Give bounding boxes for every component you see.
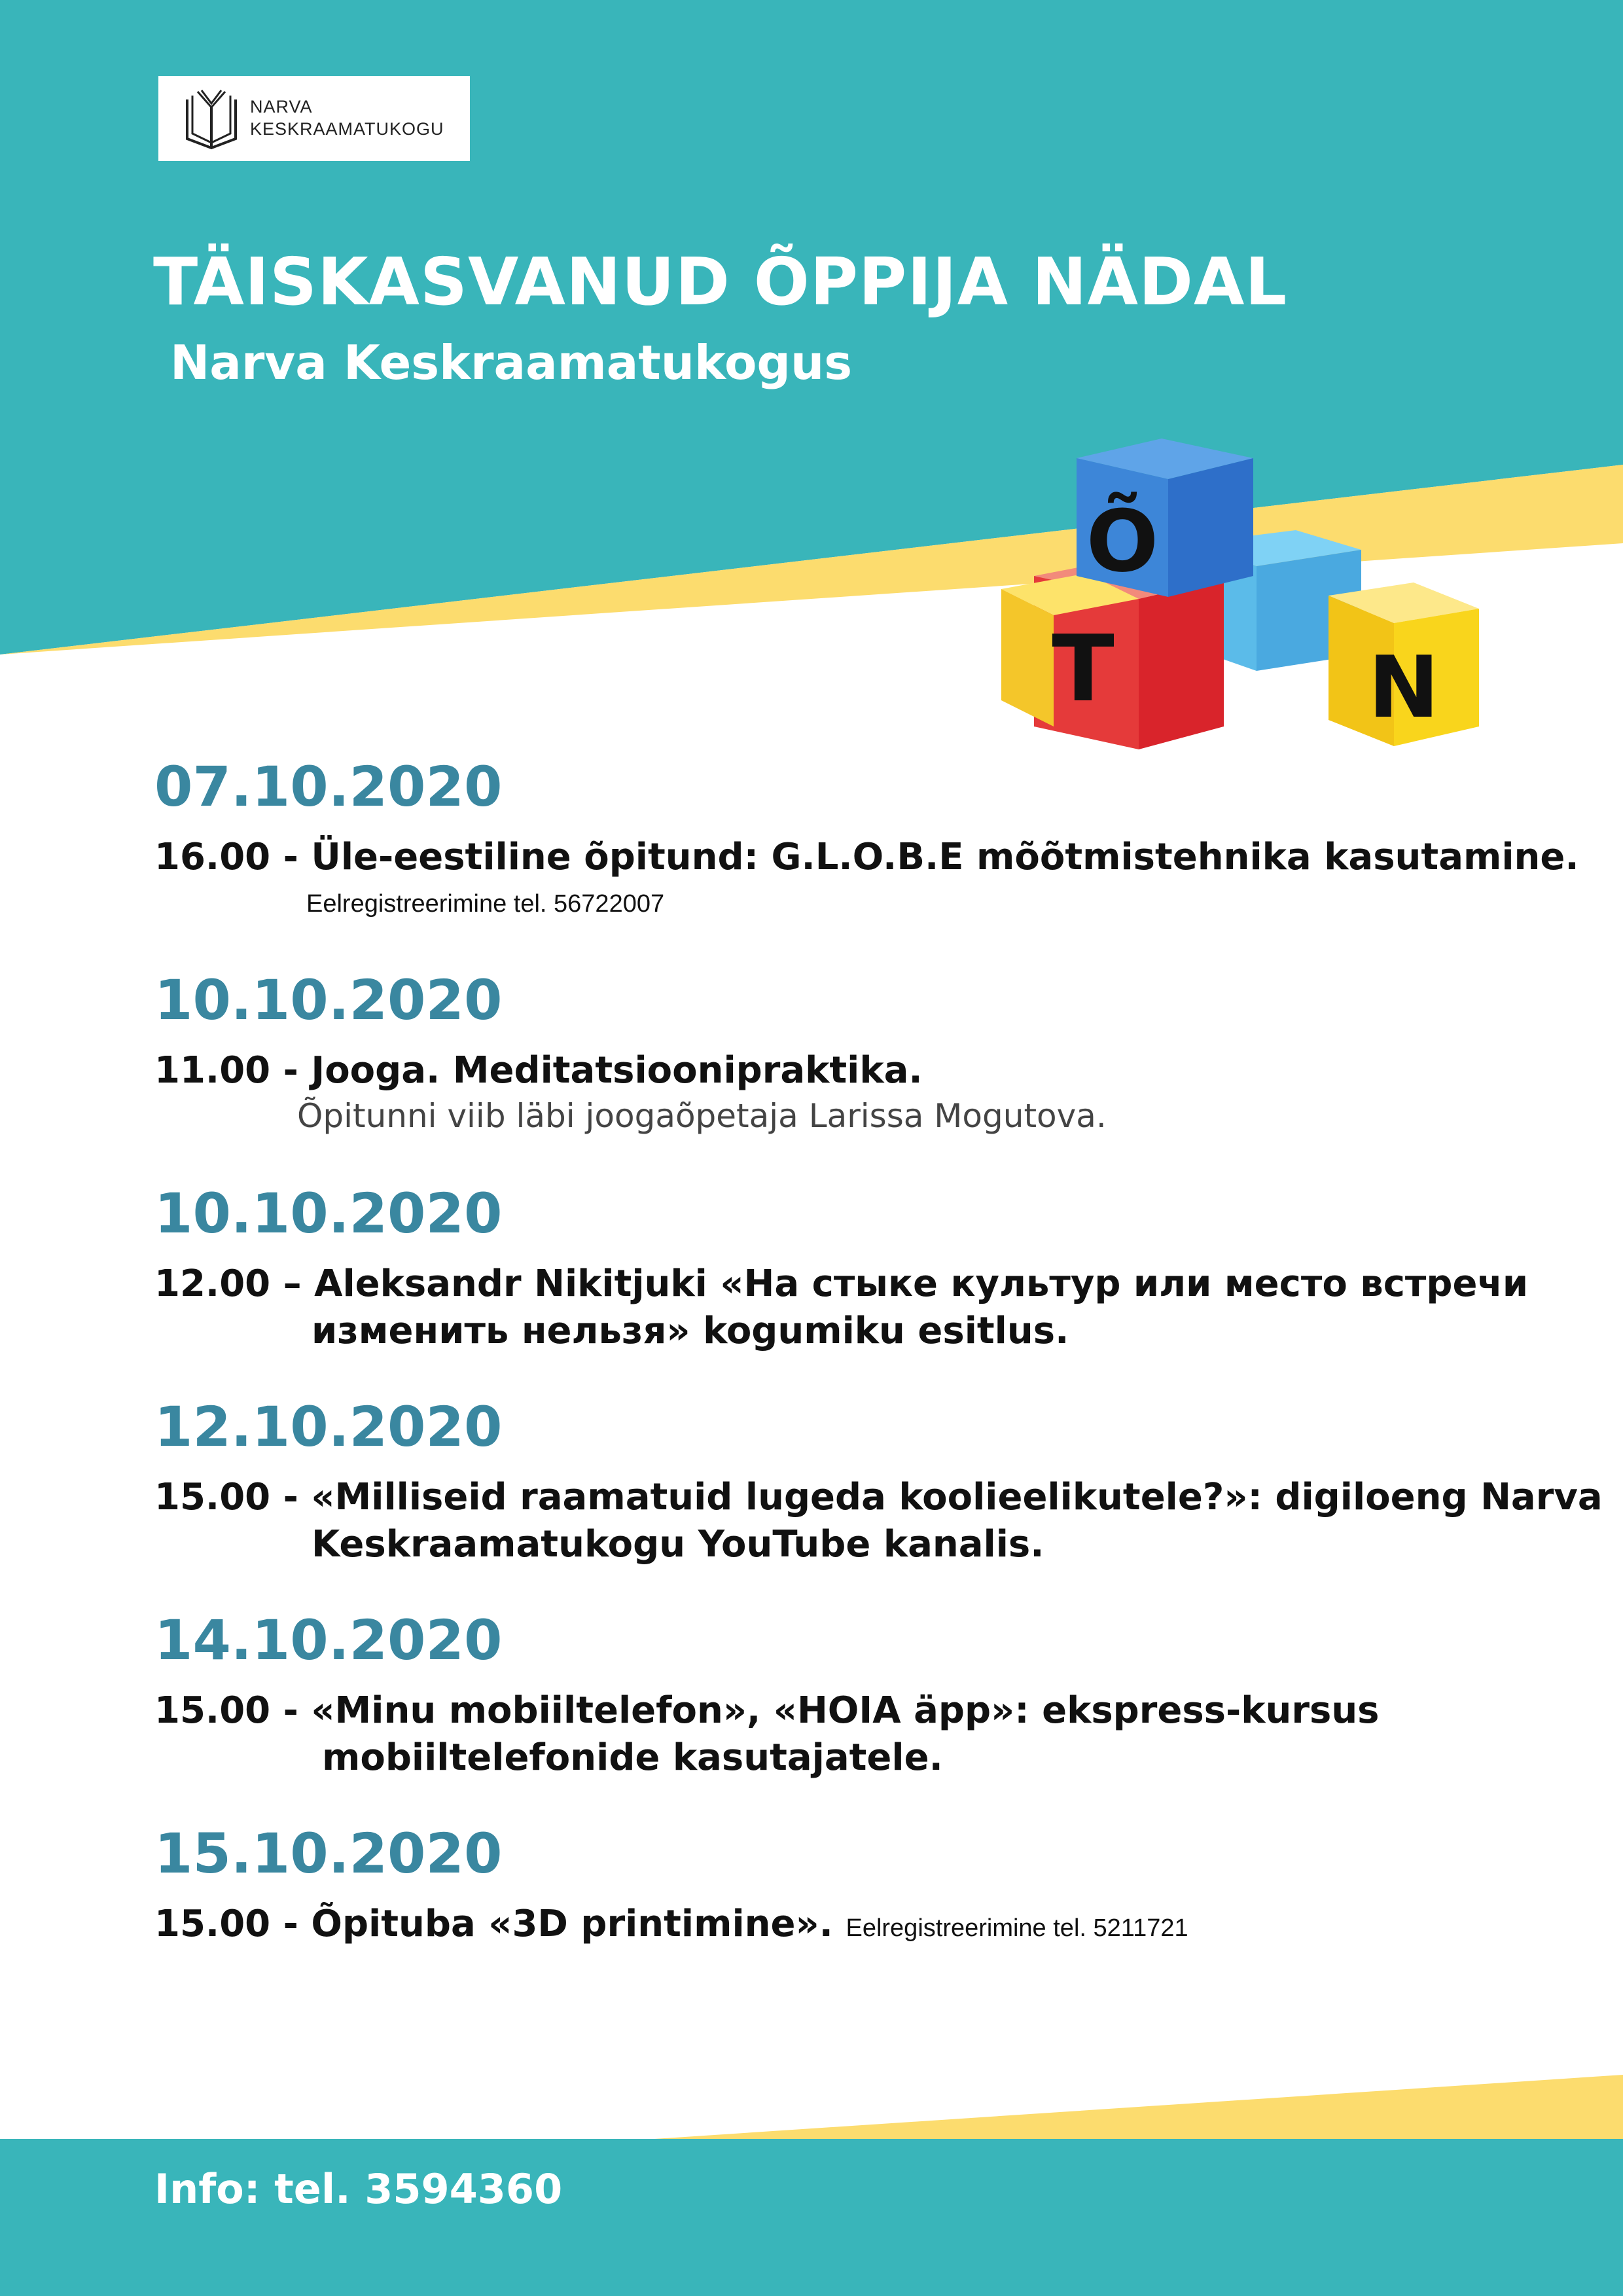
- logo-text: [250, 96, 444, 140]
- event-date: 12.10.2020: [154, 1395, 503, 1459]
- event-title: 11.00 - Jooga. Meditatsioonipraktika.: [154, 1049, 923, 1092]
- letter-cubes-illustration: [982, 419, 1492, 759]
- event-title-continued: Keskraamatukogu YouTube kanalis.: [312, 1523, 1044, 1566]
- event-1: [154, 754, 1579, 918]
- event-3: [154, 1181, 1555, 1355]
- cube-letter-t: T: [1052, 616, 1115, 723]
- page-title: TÄISKASVANUD ÕPPIJA NÄDAL: [153, 243, 1288, 320]
- logo-line-2: KESKRAAMATUKOGU: [250, 119, 444, 139]
- page-subtitle: Narva Keskraamatukogus: [170, 335, 853, 390]
- event-registration-note: Eelregistreerimine tel. 5211721: [846, 1914, 1188, 1942]
- event-registration-note: Eelregistreerimine tel. 56722007: [306, 890, 665, 918]
- cube-letter-o: Õ: [1086, 492, 1159, 591]
- event-6: [154, 1821, 1555, 1952]
- event-4: [154, 1394, 1603, 1568]
- event-title: 15.00 - «Milliseid raamatuid lugeda koolieelikutele?»: digiloeng Narva: [154, 1476, 1603, 1518]
- event-title: 12.00 – Aleksandr Nikitjuki «На стыке культур или место встречи: [154, 1263, 1529, 1305]
- event-date: 07.10.2020: [154, 755, 503, 819]
- event-date: 15.10.2020: [154, 1821, 503, 1886]
- event-date: 14.10.2020: [154, 1608, 503, 1672]
- event-title: 15.00 - «Minu mobiiltelefon», «HOIA äpp»: ekspress-kursus: [154, 1689, 1380, 1732]
- event-title-row: [154, 1901, 1555, 1952]
- logo-line-1: NARVA: [250, 97, 313, 117]
- event-date: 10.10.2020: [154, 968, 503, 1032]
- cube-letter-n: N: [1368, 637, 1440, 737]
- event-title-continued: изменить нельзя» kogumiku esitlus.: [312, 1310, 1069, 1352]
- library-logo: [158, 76, 470, 161]
- event-title: 15.00 - Õpituba «3D printimine».: [154, 1903, 833, 1945]
- event-date: 10.10.2020: [154, 1181, 503, 1246]
- book-icon: [182, 88, 241, 150]
- event-title: 16.00 - Üle-eestiline õpitund: G.L.O.B.E mõõtmistehnika kasutamine.: [154, 836, 1579, 878]
- event-title-continued: mobiiltelefonide kasutajatele.: [322, 1736, 943, 1779]
- event-5: [154, 1607, 1555, 1782]
- event-description: Õpitunni viib läbi joogaõpetaja Larissa Mogutova.: [297, 1097, 1107, 1135]
- event-2: [154, 967, 1555, 1138]
- footer-contact-info: Info: tel. 3594360: [154, 2165, 563, 2213]
